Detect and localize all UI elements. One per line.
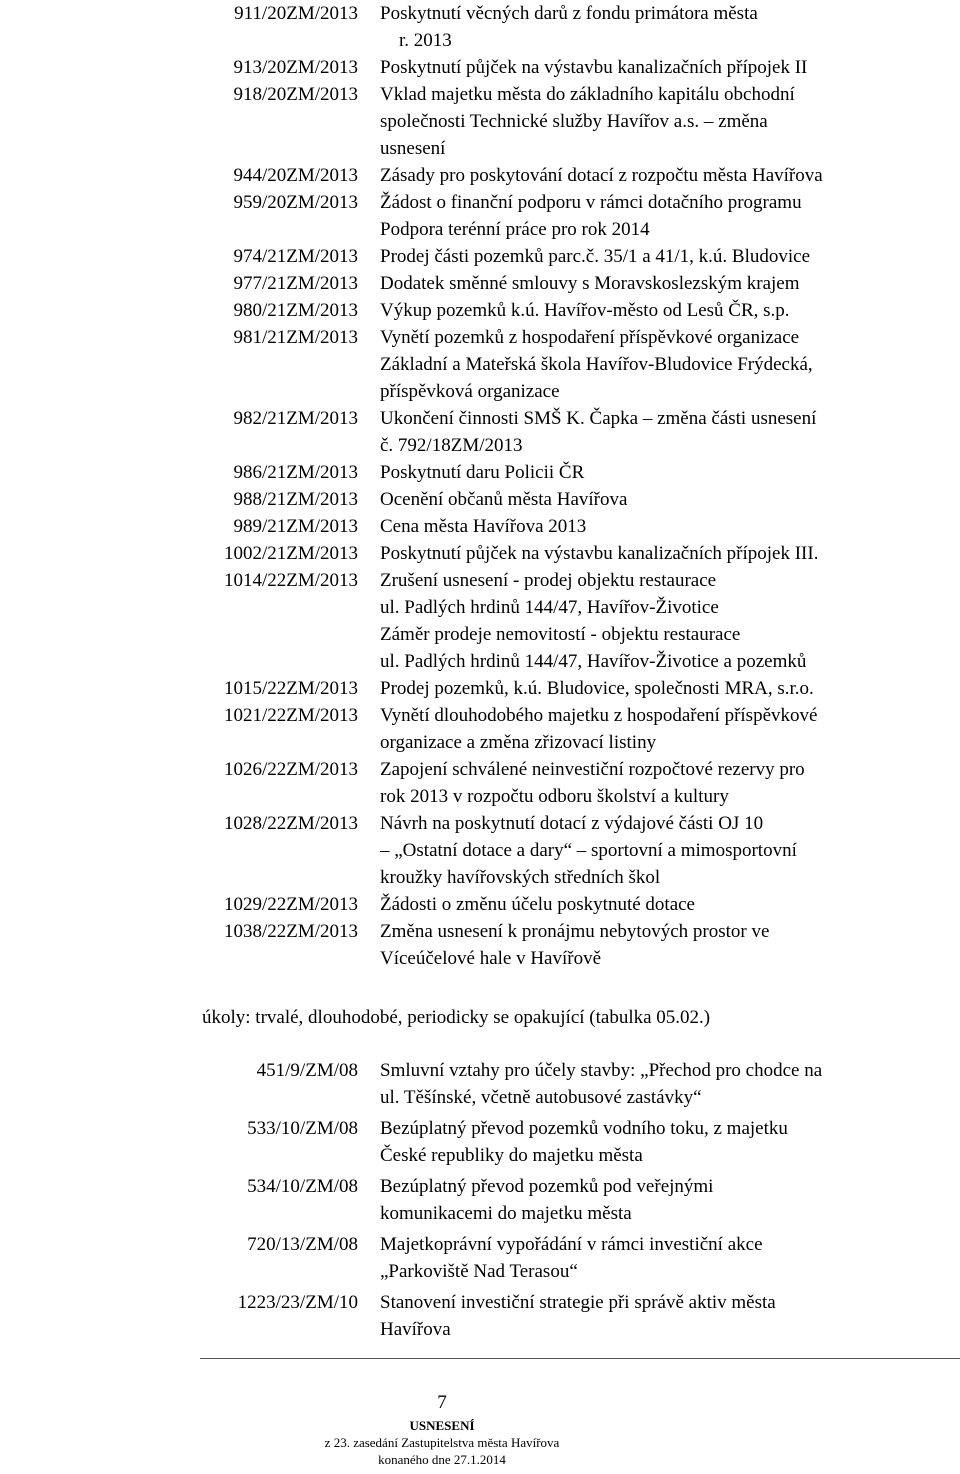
resolution-row-number: 981/21ZM/2013 [233, 327, 358, 348]
task-row-number: 1223/23/ZM/10 [237, 1292, 358, 1313]
resolution-row [0, 891, 960, 918]
resolution-row-text-line: Základní a Mateřská škola Havířov-Bludovice Frýdecká, [380, 354, 813, 375]
resolution-row [0, 567, 960, 675]
resolution-row-number: 959/20ZM/2013 [233, 192, 358, 213]
resolution-row-text-line: Vynětí pozemků z hospodaření příspěvkové organizace [380, 327, 800, 348]
resolution-row-number: 1021/22ZM/2013 [223, 705, 358, 726]
task-list [0, 1057, 960, 1347]
resolution-row-text [380, 54, 940, 81]
task-row [0, 1057, 960, 1111]
task-row-text-line: Stanovení investiční strategie při správě aktiv města [380, 1292, 776, 1313]
resolution-row-number: 1015/22ZM/2013 [223, 678, 358, 699]
resolution-row-number: 1028/22ZM/2013 [223, 813, 358, 834]
task-row-text [380, 1115, 940, 1169]
resolution-row-text [380, 189, 940, 243]
resolution-row-text [380, 702, 940, 756]
resolution-row-number: 1026/22ZM/2013 [223, 759, 358, 780]
resolution-row [0, 540, 960, 567]
resolution-row [0, 0, 960, 54]
resolution-row-text [380, 810, 940, 891]
resolution-row [0, 810, 960, 891]
resolution-row [0, 54, 960, 81]
resolution-row-number: 977/21ZM/2013 [233, 273, 358, 294]
resolution-row-text-line: Poskytnutí daru Policii ČR [380, 462, 585, 483]
resolution-row [0, 405, 960, 459]
resolution-row [0, 513, 960, 540]
footer-divider [200, 1358, 960, 1359]
resolution-row-text-line: Cena města Havířova 2013 [380, 516, 587, 537]
resolution-row-text-line: rok 2013 v rozpočtu odboru školství a kultury [380, 786, 729, 807]
resolution-row [0, 189, 960, 243]
resolution-row-text-line: Zrušení usnesení - prodej objektu restaurace [380, 570, 717, 591]
resolution-row-text [380, 891, 940, 918]
task-row-number: 533/10/ZM/08 [247, 1118, 358, 1139]
resolution-row-text-line: příspěvková organizace [380, 381, 560, 402]
task-row [0, 1231, 960, 1285]
resolution-row [0, 324, 960, 405]
task-row-text-line: ul. Těšínské, včetně autobusové zastávky“ [380, 1087, 702, 1108]
resolution-row-text-line: společnosti Technické služby Havířov a.s. – změna [380, 111, 768, 132]
resolution-row-number: 1014/22ZM/2013 [223, 570, 358, 591]
resolution-row-text-line: Změna usnesení k pronájmu nebytových prostor ve [380, 921, 770, 942]
task-row-text-line: Smluvní vztahy pro účely stavby: „Přechod pro chodce na [380, 1060, 823, 1081]
resolution-row-text-line: Podpora terénní práce pro rok 2014 [380, 219, 650, 240]
resolution-row-text-line: Prodej části pozemků parc.č. 35/1 a 41/1, k.ú. Bludovice [380, 246, 811, 267]
resolution-row-text-line: ul. Padlých hrdinů 144/47, Havířov-Životice [380, 597, 719, 618]
task-row-text [380, 1289, 940, 1343]
resolution-row-number: 982/21ZM/2013 [233, 408, 358, 429]
resolution-row-number: 1029/22ZM/2013 [223, 894, 358, 915]
resolution-row-text-line: Víceúčelové hale v Havířově [380, 948, 602, 969]
footer-title: USNESENÍ [409, 1418, 475, 1433]
resolution-row-number: 944/20ZM/2013 [233, 165, 358, 186]
resolution-row-text [380, 918, 940, 972]
resolution-row-number: 1038/22ZM/2013 [223, 921, 358, 942]
resolution-row-text-line: Žádosti o změnu účelu poskytnuté dotace [380, 894, 695, 915]
resolution-row-text-line: – „Ostatní dotace a dary“ – sportovní a mimosportovní [380, 840, 797, 861]
resolution-row-text-line: Poskytnutí půjček na výstavbu kanalizačních přípojek III. [380, 543, 819, 564]
resolution-row-number: 913/20ZM/2013 [233, 57, 358, 78]
resolution-row-text-line: Návrh na poskytnutí dotací z výdajové části OJ 10 [380, 813, 764, 834]
resolution-row [0, 81, 960, 162]
resolution-row-text [380, 297, 940, 324]
resolution-row-text-line: Zásady pro poskytování dotací z rozpočtu města Havířova [380, 165, 823, 186]
resolution-row-text-line: Vynětí dlouhodobého majetku z hospodaření příspěvkové [380, 705, 818, 726]
resolution-row-number: 918/20ZM/2013 [233, 84, 358, 105]
resolution-row-text-line: Poskytnutí půjček na výstavbu kanalizačních přípojek II [380, 57, 808, 78]
section-heading: úkoly: trvalé, dlouhodobé, periodicky se opakující (tabulka 05.02.) [202, 1007, 711, 1028]
task-row-text-line: České republiky do majetku města [380, 1145, 643, 1166]
resolution-row-text [380, 162, 940, 189]
resolution-row-text-line: r. 2013 [380, 30, 452, 51]
resolution-row [0, 756, 960, 810]
resolution-row-text-line: Poskytnutí věcných darů z fondu primátora města [380, 3, 758, 24]
task-row-text [380, 1057, 940, 1111]
task-row-text-line: Havířova [380, 1319, 451, 1340]
task-row-number: 534/10/ZM/08 [247, 1176, 358, 1197]
resolution-row-number: 986/21ZM/2013 [233, 462, 358, 483]
resolution-row [0, 918, 960, 972]
resolution-row-text [380, 486, 940, 513]
task-row-text-line: Bezúplatný převod pozemků vodního toku, z majetku [380, 1118, 788, 1139]
resolution-row-text-line: Záměr prodeje nemovitostí - objektu restaurace [380, 624, 741, 645]
resolution-row-text [380, 675, 940, 702]
resolution-row-text [380, 405, 940, 459]
resolution-row-text-line: Ocenění občanů města Havířova [380, 489, 628, 510]
resolution-row-text-line: č. 792/18ZM/2013 [380, 435, 523, 456]
resolution-row-text-line: Zapojení schválené neinvestiční rozpočtové rezervy pro [380, 759, 805, 780]
resolution-row-text [380, 459, 940, 486]
task-row-number: 720/13/ZM/08 [247, 1234, 358, 1255]
resolution-row-text-line: Prodej pozemků, k.ú. Bludovice, společnosti MRA, s.r.o. [380, 678, 814, 699]
resolution-row-text-line: organizace a změna zřizovací listiny [380, 732, 657, 753]
task-row [0, 1115, 960, 1169]
task-row-text-line: „Parkoviště Nad Terasou“ [380, 1261, 578, 1282]
resolution-row-text [380, 567, 940, 675]
resolution-row [0, 270, 960, 297]
resolution-row-number: 911/20ZM/2013 [234, 3, 358, 24]
page-number: 7 [437, 1392, 447, 1413]
resolution-row-text [380, 756, 940, 810]
resolution-row [0, 675, 960, 702]
resolution-row-number: 1002/21ZM/2013 [223, 543, 358, 564]
resolution-row [0, 162, 960, 189]
task-row [0, 1173, 960, 1227]
resolution-row-text-line: Žádost o finanční podporu v rámci dotačního programu [380, 192, 802, 213]
resolution-row-text [380, 243, 940, 270]
resolution-row-text-line: Ukončení činnosti SMŠ K. Čapka – změna části usnesení [380, 408, 817, 429]
resolution-row-number: 988/21ZM/2013 [233, 489, 358, 510]
resolution-row-number: 974/21ZM/2013 [233, 246, 358, 267]
footer-date: konaného dne 27.1.2014 [378, 1452, 506, 1467]
task-row [0, 1289, 960, 1343]
resolution-row-text [380, 0, 940, 54]
task-row-text [380, 1173, 940, 1227]
resolution-row-text [380, 81, 940, 162]
resolution-row [0, 243, 960, 270]
resolution-row-text [380, 540, 940, 567]
resolution-row-text [380, 324, 940, 405]
resolution-row-text [380, 270, 940, 297]
resolution-row-number: 989/21ZM/2013 [233, 516, 358, 537]
task-row-text-line: Bezúplatný převod pozemků pod veřejnými [380, 1176, 714, 1197]
task-row-text-line: komunikacemi do majetku města [380, 1203, 632, 1224]
resolution-row-text-line: usnesení [380, 138, 446, 159]
resolution-row [0, 297, 960, 324]
resolution-row-number: 980/21ZM/2013 [233, 300, 358, 321]
resolution-row [0, 702, 960, 756]
page-footer [0, 1392, 960, 1468]
resolution-row-text-line: kroužky havířovských středních škol [380, 867, 661, 888]
resolution-row-text-line: Vklad majetku města do základního kapitálu obchodní [380, 84, 795, 105]
footer-session: z 23. zasedání Zastupitelstva města Havířova [324, 1435, 560, 1450]
task-row-number: 451/9/ZM/08 [256, 1060, 358, 1081]
resolution-row-text-line: Výkup pozemků k.ú. Havířov-město od Lesů ČR, s.p. [380, 300, 790, 321]
resolution-row-text-line: ul. Padlých hrdinů 144/47, Havířov-Životice a pozemků [380, 651, 807, 672]
resolution-row-text [380, 513, 940, 540]
task-row-text [380, 1231, 940, 1285]
resolution-row [0, 486, 960, 513]
resolution-row-text-line: Dodatek směnné smlouvy s Moravskoslezským krajem [380, 273, 800, 294]
task-row-text-line: Majetkoprávní vypořádání v rámci investiční akce [380, 1234, 763, 1255]
resolution-row [0, 459, 960, 486]
